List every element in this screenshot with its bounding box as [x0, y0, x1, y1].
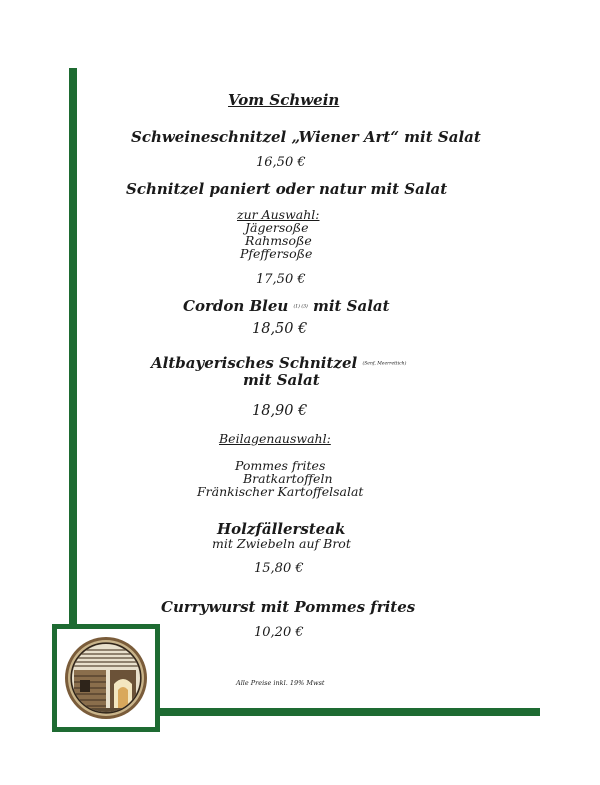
- item-6-name: Currywurst mit Pommes frites: [161, 598, 416, 616]
- item-3-name-rest: mit Salat: [312, 297, 390, 315]
- footer-note: Alle Preise inkl. 19% Mwst: [236, 679, 325, 687]
- hut-emblem-icon: [64, 636, 148, 720]
- section-title: Vom Schwein: [228, 91, 340, 109]
- item-3-name: [183, 297, 390, 315]
- item-5-description: mit Zwiebeln auf Brot: [212, 536, 351, 551]
- item-4-price: 18,90 €: [252, 403, 308, 419]
- item-2-name: Schnitzel paniert oder natur mit Salat: [126, 180, 448, 198]
- logo-frame: [52, 624, 160, 732]
- item-4-sides-label: Beilagenauswahl:: [219, 431, 331, 446]
- item-2-choice-1: Jägersoße: [245, 220, 309, 235]
- item-3-name-main: Cordon Bleu: [183, 297, 289, 315]
- item-6-price: 10,20 €: [254, 625, 304, 640]
- item-4-note: (Senf, Meerrettich): [362, 361, 407, 367]
- item-2-price: 17,50 €: [256, 272, 306, 287]
- item-2-choice-2: Rahmsoße: [245, 233, 312, 248]
- item-2-choice-label: zur Auswahl:: [237, 207, 320, 222]
- item-4-side-2: Bratkartoffeln: [243, 471, 333, 486]
- item-3-allergen: (1) (3): [293, 304, 308, 310]
- item-4-side-1: Pommes frites: [235, 458, 326, 473]
- item-4-name-main: Altbayerisches Schnitzel: [151, 354, 358, 372]
- item-2-choice-3: Pfeffersoße: [240, 246, 313, 261]
- item-4-name: [151, 354, 406, 372]
- item-1-price: 16,50 €: [256, 155, 306, 170]
- item-4-side-3: Fränkischer Kartoffelsalat: [197, 484, 364, 499]
- green-frame-horizontal: [160, 708, 540, 716]
- item-3-price: 18,50 €: [252, 321, 308, 337]
- item-5-name: Holzfällersteak: [217, 520, 346, 538]
- item-1-name: Schweineschnitzel „Wiener Art“ mit Salat: [131, 128, 481, 146]
- item-4-name-line2: mit Salat: [243, 371, 320, 389]
- item-5-price: 15,80 €: [254, 561, 304, 576]
- green-frame-vertical: [69, 68, 77, 628]
